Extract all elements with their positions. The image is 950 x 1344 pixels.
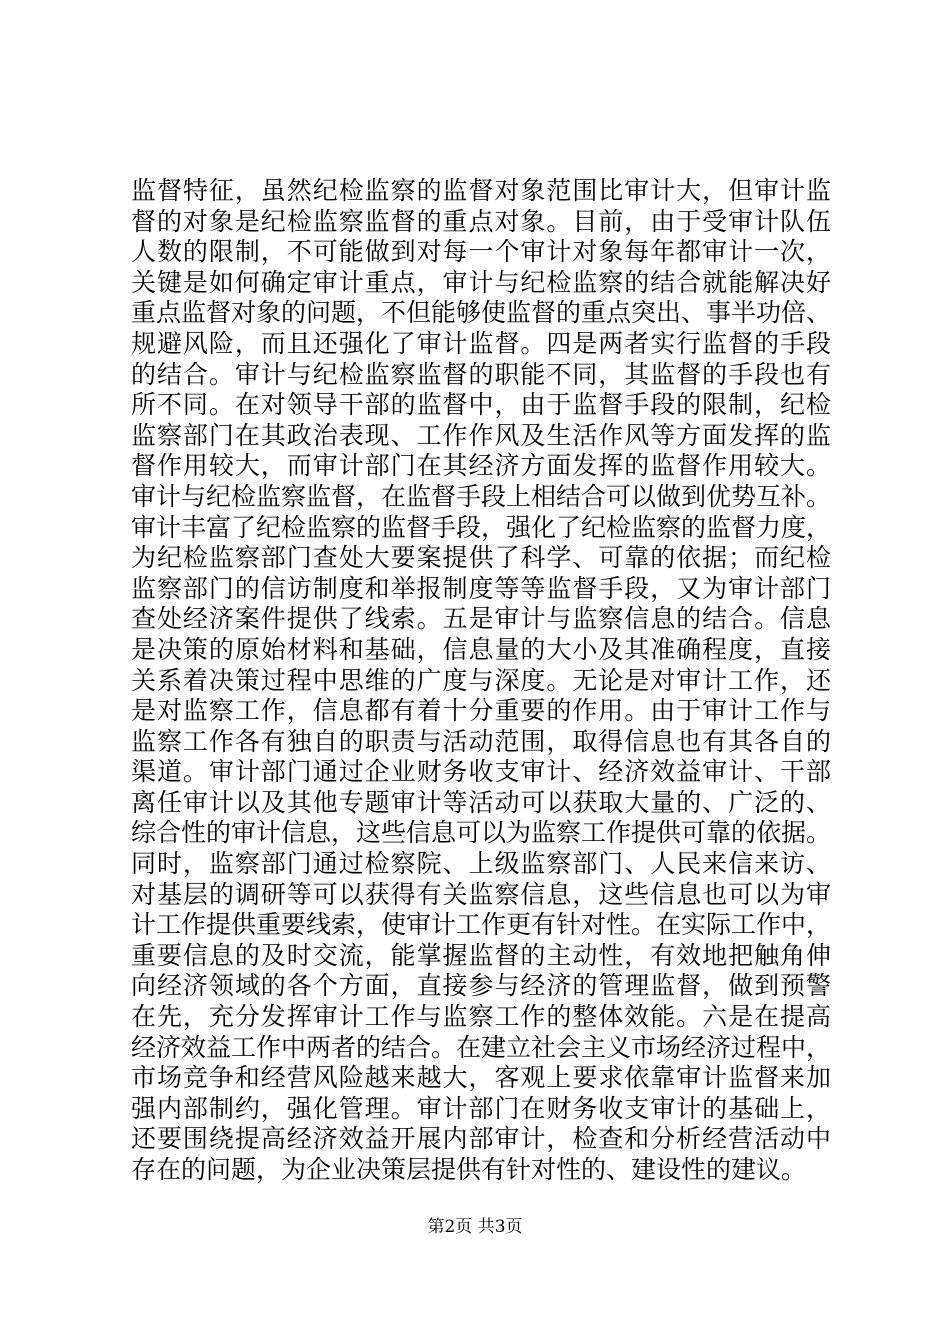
body-text	[131, 176, 831, 1186]
text-line: 重点监督对象的问题，不但能够使监督的重点突出、事半功倍、	[131, 298, 832, 328]
text-line: 存在的问题，为企业决策层提供有针对性的、建设性的建议。	[131, 1155, 807, 1184]
text-line: 督作用较大，而审计部门在其经济方面发挥的监督作用较大。	[131, 451, 831, 481]
text-line: 在先，充分发挥审计工作与监察工作的整体效能。六是在提高	[131, 1002, 831, 1032]
text-line: 对基层的调研等可以获得有关监察信息，这些信息也可以为审	[131, 879, 831, 909]
text-line: 离任审计以及其他专题审计等活动可以获取大量的、广泛的、	[131, 787, 831, 817]
text-line: 监察部门在其政治表现、工作作风及生活作风等方面发挥的监	[131, 420, 831, 450]
text-line: 督的对象是纪检监察监督的重点对象。目前，由于受审计队伍	[131, 206, 831, 236]
text-line: 所不同。在对领导干部的监督中，由于监督手段的限制，纪检	[131, 390, 831, 420]
text-line: 查处经济案件提供了线索。五是审计与监察信息的结合。信息	[131, 604, 831, 634]
text-line: 强内部制约，强化管理。审计部门在财务收支审计的基础上，	[131, 1093, 831, 1123]
text-line: 计工作提供重要线索，使审计工作更有针对性。在实际工作中，	[131, 910, 832, 940]
page-number-label: 第2页 共3页	[427, 1217, 523, 1237]
page-footer	[0, 1216, 950, 1238]
text-line: 市场竞争和经营风险越来越大，客观上要求依靠审计监督来加	[131, 1063, 831, 1093]
text-line: 同时，监察部门通过检察院、上级监察部门、人民来信来访、	[131, 849, 831, 879]
text-line: 人数的限制，不可能做到对每一个审计对象每年都审计一次，	[131, 237, 831, 267]
text-line: 还要围绕提高经济效益开展内部审计，检查和分析经营活动中	[131, 1124, 831, 1154]
text-line: 审计丰富了纪检监察的监督手段，强化了纪检监察的监督力度，	[131, 512, 832, 542]
text-line: 综合性的审计信息，这些信息可以为监察工作提供可靠的依据。	[131, 818, 832, 848]
text-line: 关键是如何确定审计重点，审计与纪检监察的结合就能解决好	[131, 267, 831, 297]
text-line: 监督特征，虽然纪检监察的监督对象范围比审计大，但审计监	[131, 176, 831, 205]
text-line: 渠道。审计部门通过企业财务收支审计、经济效益审计、干部	[131, 757, 831, 787]
text-line: 的结合。审计与纪检监察监督的职能不同，其监督的手段也有	[131, 359, 831, 389]
text-line: 经济效益工作中两者的结合。在建立社会主义市场经济过程中，	[131, 1032, 832, 1062]
text-line: 关系着决策过程中思维的广度与深度。无论是对审计工作，还	[131, 665, 831, 695]
text-line: 重要信息的及时交流，能掌握监督的主动性，有效地把触角伸	[131, 940, 831, 970]
text-line: 是对监察工作，信息都有着十分重要的作用。由于审计工作与	[131, 696, 831, 726]
text-line: 为纪检监察部门查处大要案提供了科学、可靠的依据；而纪检	[131, 543, 831, 573]
text-line: 审计与纪检监察监督，在监督手段上相结合可以做到优势互补。	[131, 481, 832, 511]
text-line: 规避风险，而且还强化了审计监督。四是两者实行监督的手段	[131, 328, 831, 358]
text-line: 是决策的原始材料和基础，信息量的大小及其准确程度，直接	[131, 634, 831, 664]
text-line: 向经济领域的各个方面，直接参与经济的管理监督，做到预警	[131, 971, 831, 1001]
text-line: 监察工作各有独自的职责与活动范围，取得信息也有其各自的	[131, 726, 831, 756]
text-line: 监察部门的信访制度和举报制度等等监督手段，又为审计部门	[131, 573, 831, 603]
